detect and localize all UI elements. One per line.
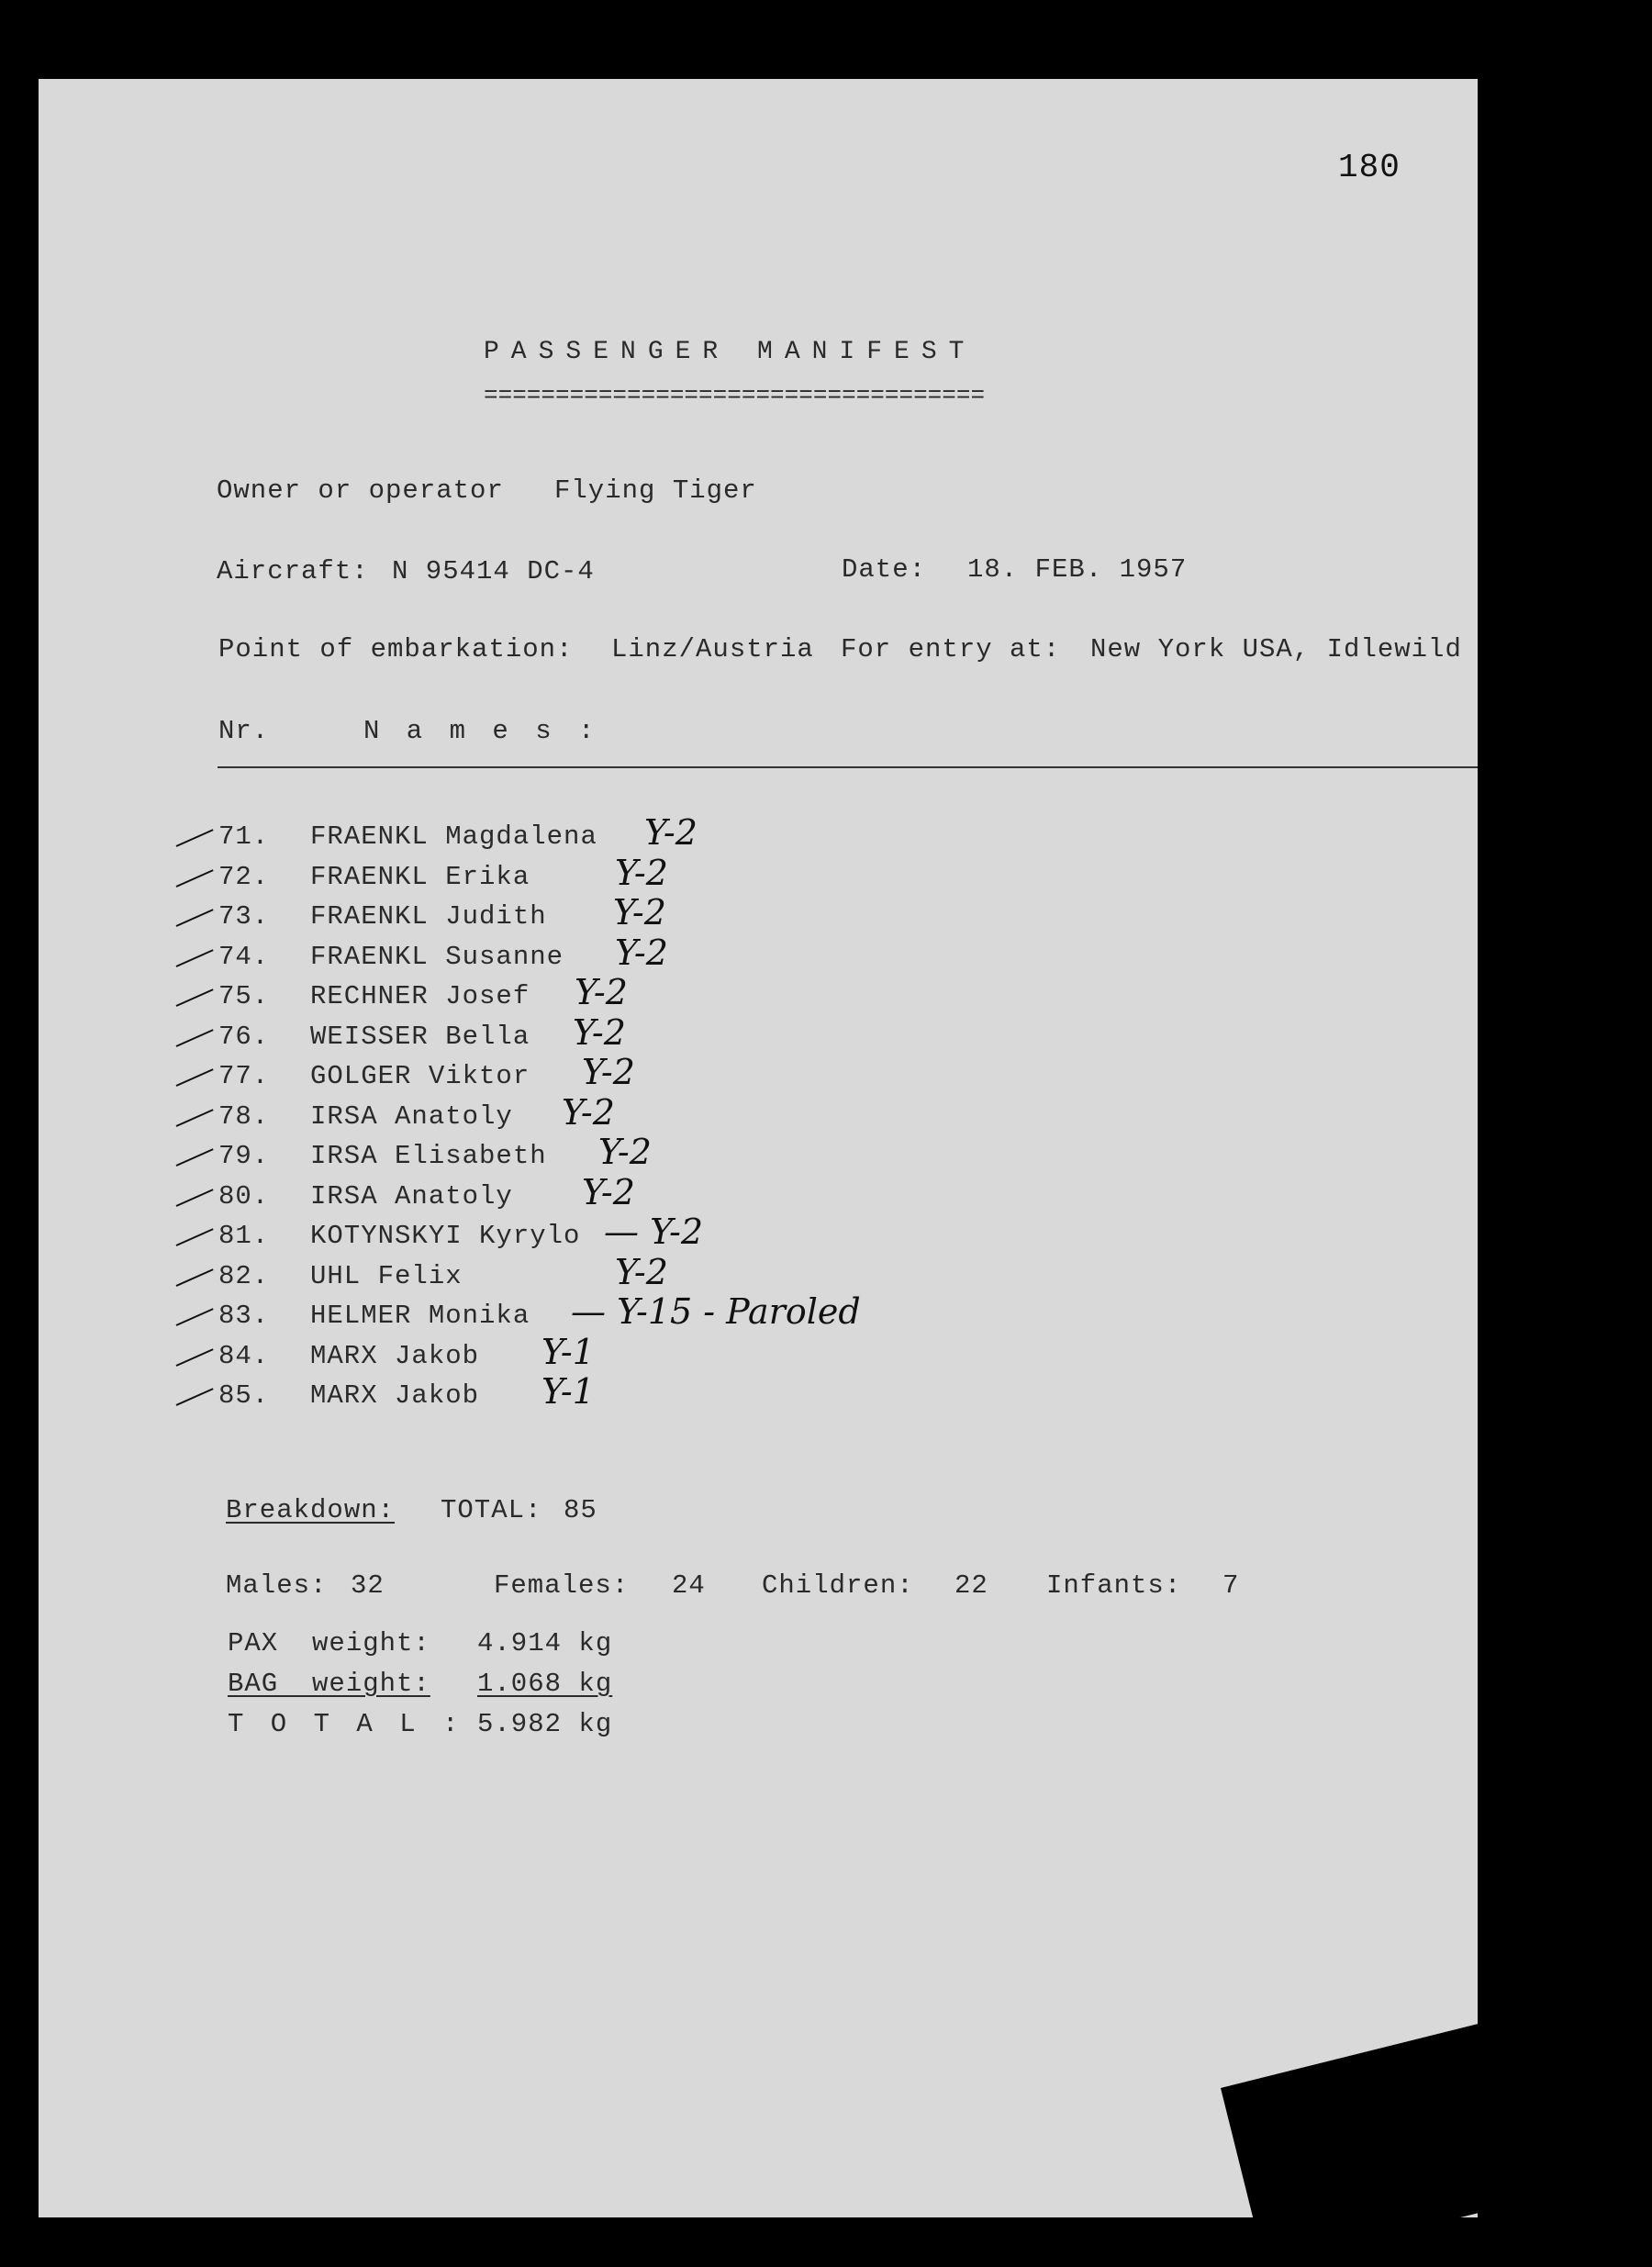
breakdown-label: Breakdown: (226, 1495, 396, 1525)
infants-count: 7 (1222, 1570, 1240, 1601)
passenger-name: MARX Jakob (310, 1380, 480, 1411)
title-rule-line: =================================== (484, 382, 986, 409)
passenger-number: 71. (218, 821, 270, 852)
check-mark-icon (176, 1148, 214, 1167)
passenger-row (39, 1331, 1478, 1379)
handwritten-annotation: Y-2 (562, 1091, 615, 1133)
handwritten-annotation: Y-1 (541, 1331, 595, 1372)
column-names: N a m e s : (363, 716, 600, 746)
pax-weight-value: 4.914 kg (477, 1628, 613, 1658)
pax-weight-label: PAX weight: (228, 1628, 430, 1658)
handwritten-annotation: Y-2 (613, 892, 666, 932)
passenger-row (39, 1052, 1478, 1100)
column-nr: Nr. (218, 716, 270, 746)
check-mark-icon (176, 1348, 214, 1367)
embarkation-label: Point of embarkation: (218, 634, 574, 664)
handwritten-annotation: Y-2 (615, 852, 668, 893)
owner-label: Owner or operator (217, 475, 504, 506)
passenger-name: HELMER Monika (310, 1301, 530, 1331)
handwritten-annotation: Y-2 (615, 932, 668, 973)
passenger-name: KOTYNSKYI Kyrylo (310, 1221, 581, 1251)
children-label: Children: (762, 1570, 914, 1601)
handwritten-annotation: Y-2 (615, 1251, 668, 1292)
passenger-name: IRSA Anatoly (310, 1100, 513, 1132)
check-mark-icon (176, 949, 214, 967)
passenger-number: 83. (218, 1301, 270, 1331)
passenger-row (39, 852, 1478, 900)
passenger-name: RECHNER Josef (310, 981, 530, 1011)
check-mark-icon (176, 1268, 214, 1287)
handwritten-annotation: — Y-15 - Paroled (571, 1291, 861, 1332)
handwritten-annotation: Y-2 (598, 1132, 652, 1172)
entry-label: For entry at: (841, 634, 1061, 664)
check-mark-icon (176, 1189, 214, 1207)
passenger-number: 77. (218, 1061, 270, 1091)
females-count: 24 (672, 1570, 706, 1601)
breakdown-total-label: TOTAL: (441, 1495, 542, 1525)
females-label: Females: (494, 1570, 630, 1601)
passenger-number: 74. (218, 941, 270, 972)
passenger-name: IRSA Elisabeth (310, 1141, 547, 1171)
passenger-row (39, 1171, 1478, 1220)
handwritten-annotation: Y-2 (575, 972, 628, 1012)
aircraft-label: Aircraft: (217, 556, 369, 586)
passenger-row (39, 1371, 1478, 1419)
handwritten-annotation: Y-1 (541, 1371, 595, 1412)
passenger-number: 80. (218, 1180, 270, 1212)
bag-weight-value: 1.068 kg (477, 1669, 613, 1699)
check-mark-icon (176, 869, 214, 888)
passenger-row (39, 1212, 1478, 1259)
passenger-number: 76. (218, 1021, 270, 1052)
check-mark-icon (176, 988, 214, 1007)
passenger-row (39, 1011, 1478, 1060)
passenger-name: GOLGER Viktor (310, 1061, 530, 1091)
passenger-number: 72. (218, 861, 270, 892)
date-value: 18. FEB. 1957 (967, 554, 1188, 585)
passenger-row (39, 972, 1478, 1020)
bag-weight-label: BAG weight: (228, 1669, 430, 1699)
passenger-name: IRSA Anatoly (310, 1180, 513, 1212)
passenger-number: 82. (218, 1260, 270, 1291)
passenger-name: FRAENKL Judith (310, 901, 547, 932)
passenger-row (39, 812, 1478, 860)
check-mark-icon (176, 1228, 214, 1246)
breakdown-total-value: 85 (564, 1495, 597, 1525)
passenger-row (39, 932, 1478, 980)
check-mark-icon (176, 1308, 214, 1326)
total-weight-value: 5.982 kg (477, 1709, 613, 1739)
check-mark-icon (176, 1388, 214, 1406)
title-double-rule (484, 365, 985, 425)
handwritten-annotation: Y-2 (573, 1011, 626, 1053)
males-label: Males: (226, 1570, 328, 1601)
handwritten-annotation: Y-2 (582, 1052, 635, 1092)
passenger-name: FRAENKL Erika (310, 861, 530, 892)
passenger-number: 84. (218, 1340, 270, 1371)
check-mark-icon (176, 1029, 214, 1047)
passenger-name: FRAENKL Magdalena (310, 821, 597, 852)
handwritten-annotation: Y-2 (644, 812, 698, 853)
check-mark-icon (176, 829, 214, 847)
owner-value: Flying Tiger (554, 475, 757, 506)
passenger-row (39, 1132, 1478, 1179)
page-number: 180 (1338, 149, 1401, 186)
passenger-number: 73. (218, 901, 270, 932)
aircraft-value: N 95414 DC-4 (392, 556, 595, 586)
manifest-sheet (39, 79, 1478, 2217)
header-divider (218, 766, 1478, 768)
passenger-row (39, 892, 1478, 940)
embarkation-value: Linz/Austria (611, 634, 814, 664)
date-label: Date: (842, 554, 927, 585)
passenger-name: UHL Felix (310, 1260, 463, 1291)
infants-label: Infants: (1046, 1570, 1182, 1601)
passenger-number: 79. (218, 1141, 270, 1171)
passenger-row (39, 1091, 1478, 1140)
passenger-number: 81. (218, 1221, 270, 1251)
total-weight-label: T O T A L : (228, 1709, 464, 1739)
handwritten-annotation: Y-2 (582, 1171, 635, 1212)
passenger-name: WEISSER Bella (310, 1021, 530, 1052)
passenger-number: 78. (218, 1100, 270, 1132)
passenger-number: 75. (218, 981, 270, 1011)
check-mark-icon (176, 909, 214, 927)
passenger-row (39, 1291, 1478, 1339)
passenger-name: FRAENKL Susanne (310, 941, 564, 972)
passenger-name: MARX Jakob (310, 1340, 480, 1371)
males-count: 32 (351, 1570, 385, 1601)
handwritten-annotation: — Y-2 (604, 1212, 704, 1252)
check-mark-icon (176, 1068, 214, 1087)
document-title: PASSENGER MANIFEST (484, 338, 977, 366)
children-count: 22 (954, 1570, 988, 1601)
entry-value: New York USA, Idlewild (1090, 634, 1462, 664)
passenger-number: 85. (218, 1380, 270, 1411)
check-mark-icon (176, 1109, 214, 1127)
